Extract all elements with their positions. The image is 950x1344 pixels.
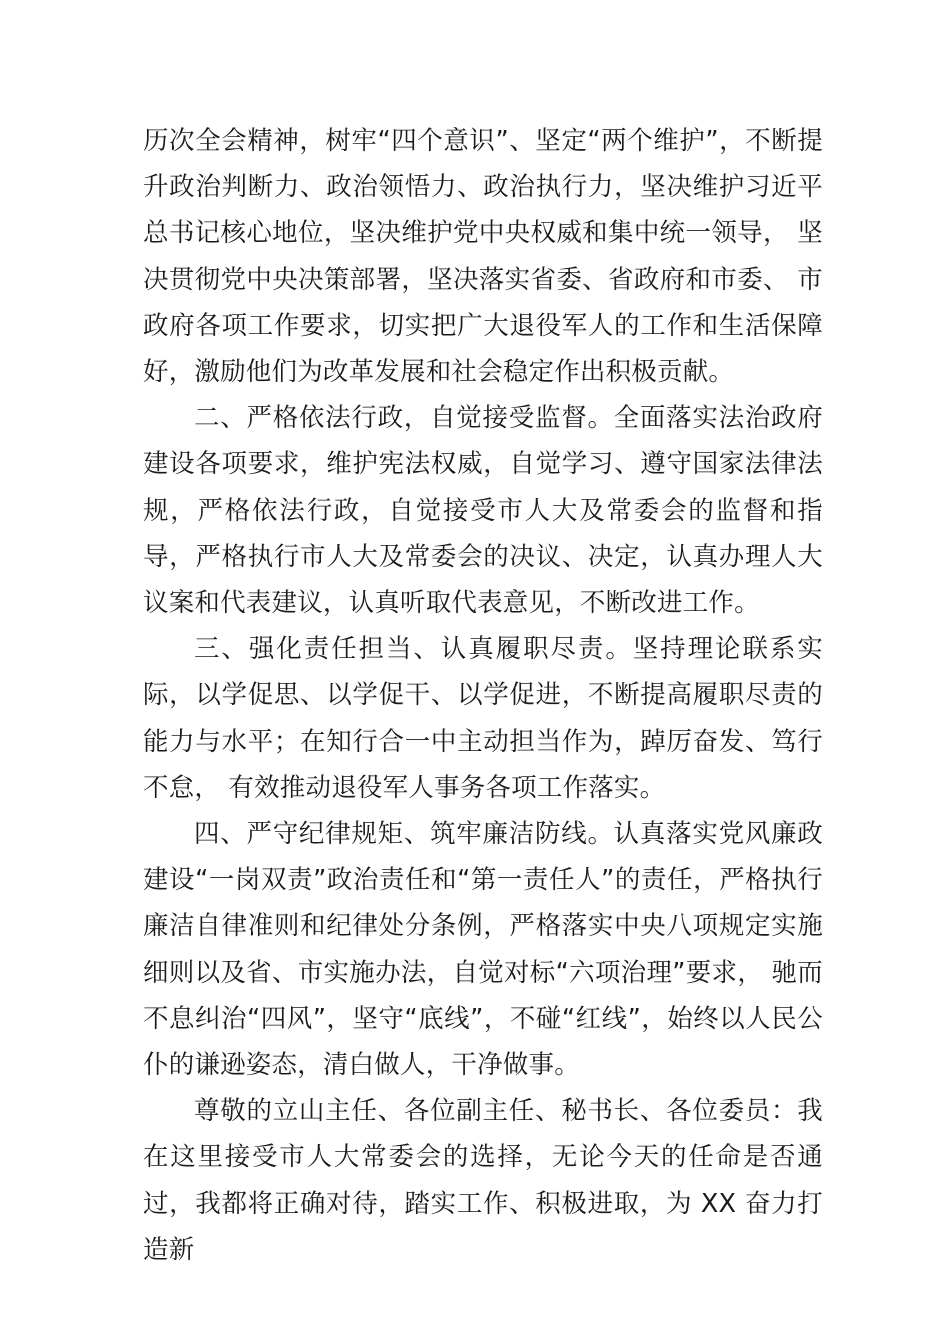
paragraph-discipline: 四、严守纪律规矩、筑牢廉洁防线。认真落实党风廉政建设“一岗双责”政治责任和“第一责任人”的责任，严格执行廉洁自律准则和纪律处分条例，严格落实中央八项规定实施细则以及省、市实施办法，自觉对标“六项治理”要求， 驰而不息纠治“四风”，坚守“底线”，不碰“红线”，始终以人民公仆的谦逊姿态，清白做人，干净做事。: [143, 819, 823, 1081]
paragraph-closing-address: 尊敬的立山主任、各位副主任、秘书长、各位委员：我在这里接受市人大常委会的选择，无论今天的任命是否通过，我都将正确对待，踏实工作、积极进取，为 XX 奋力打造新: [143, 1096, 823, 1265]
paragraph-rule-of-law: 二、严格依法行政，自觉接受监督。全面落实法治政府建设各项要求，维护宪法权威，自觉学习、遵守国家法律法规，严格依法行政，自觉接受市人大及常委会的监督和指导，严格执行市人大及常委会的决议、决定，认真办理人大议案和代表建议，认真听取代表意见，不断改进工作。: [143, 403, 823, 619]
paragraph-responsibility: 三、强化责任担当、认真履职尽责。坚持理论联系实际，以学促思、以学促干、以学促进，不断提高履职尽责的能力与水平；在知行合一中主动担当作为，踔厉奋发、笃行不怠， 有效推动退役军人事务各项工作落实。: [143, 634, 823, 803]
paragraph-continuation: 历次全会精神，树牢“四个意识”、坚定“两个维护”，不断提升政治判断力、政治领悟力、政治执行力，坚决维护习近平总书记核心地位，坚决维护党中央权威和集中统一领导， 坚决贯彻党中央决策部署，坚决落实省委、省政府和市委、 市政府各项工作要求，切实把广大退役军人的工作和生活保障好，激励他们为改革发展和社会稳定作出积极贡献。: [143, 126, 823, 388]
document-body: [143, 118, 823, 1273]
